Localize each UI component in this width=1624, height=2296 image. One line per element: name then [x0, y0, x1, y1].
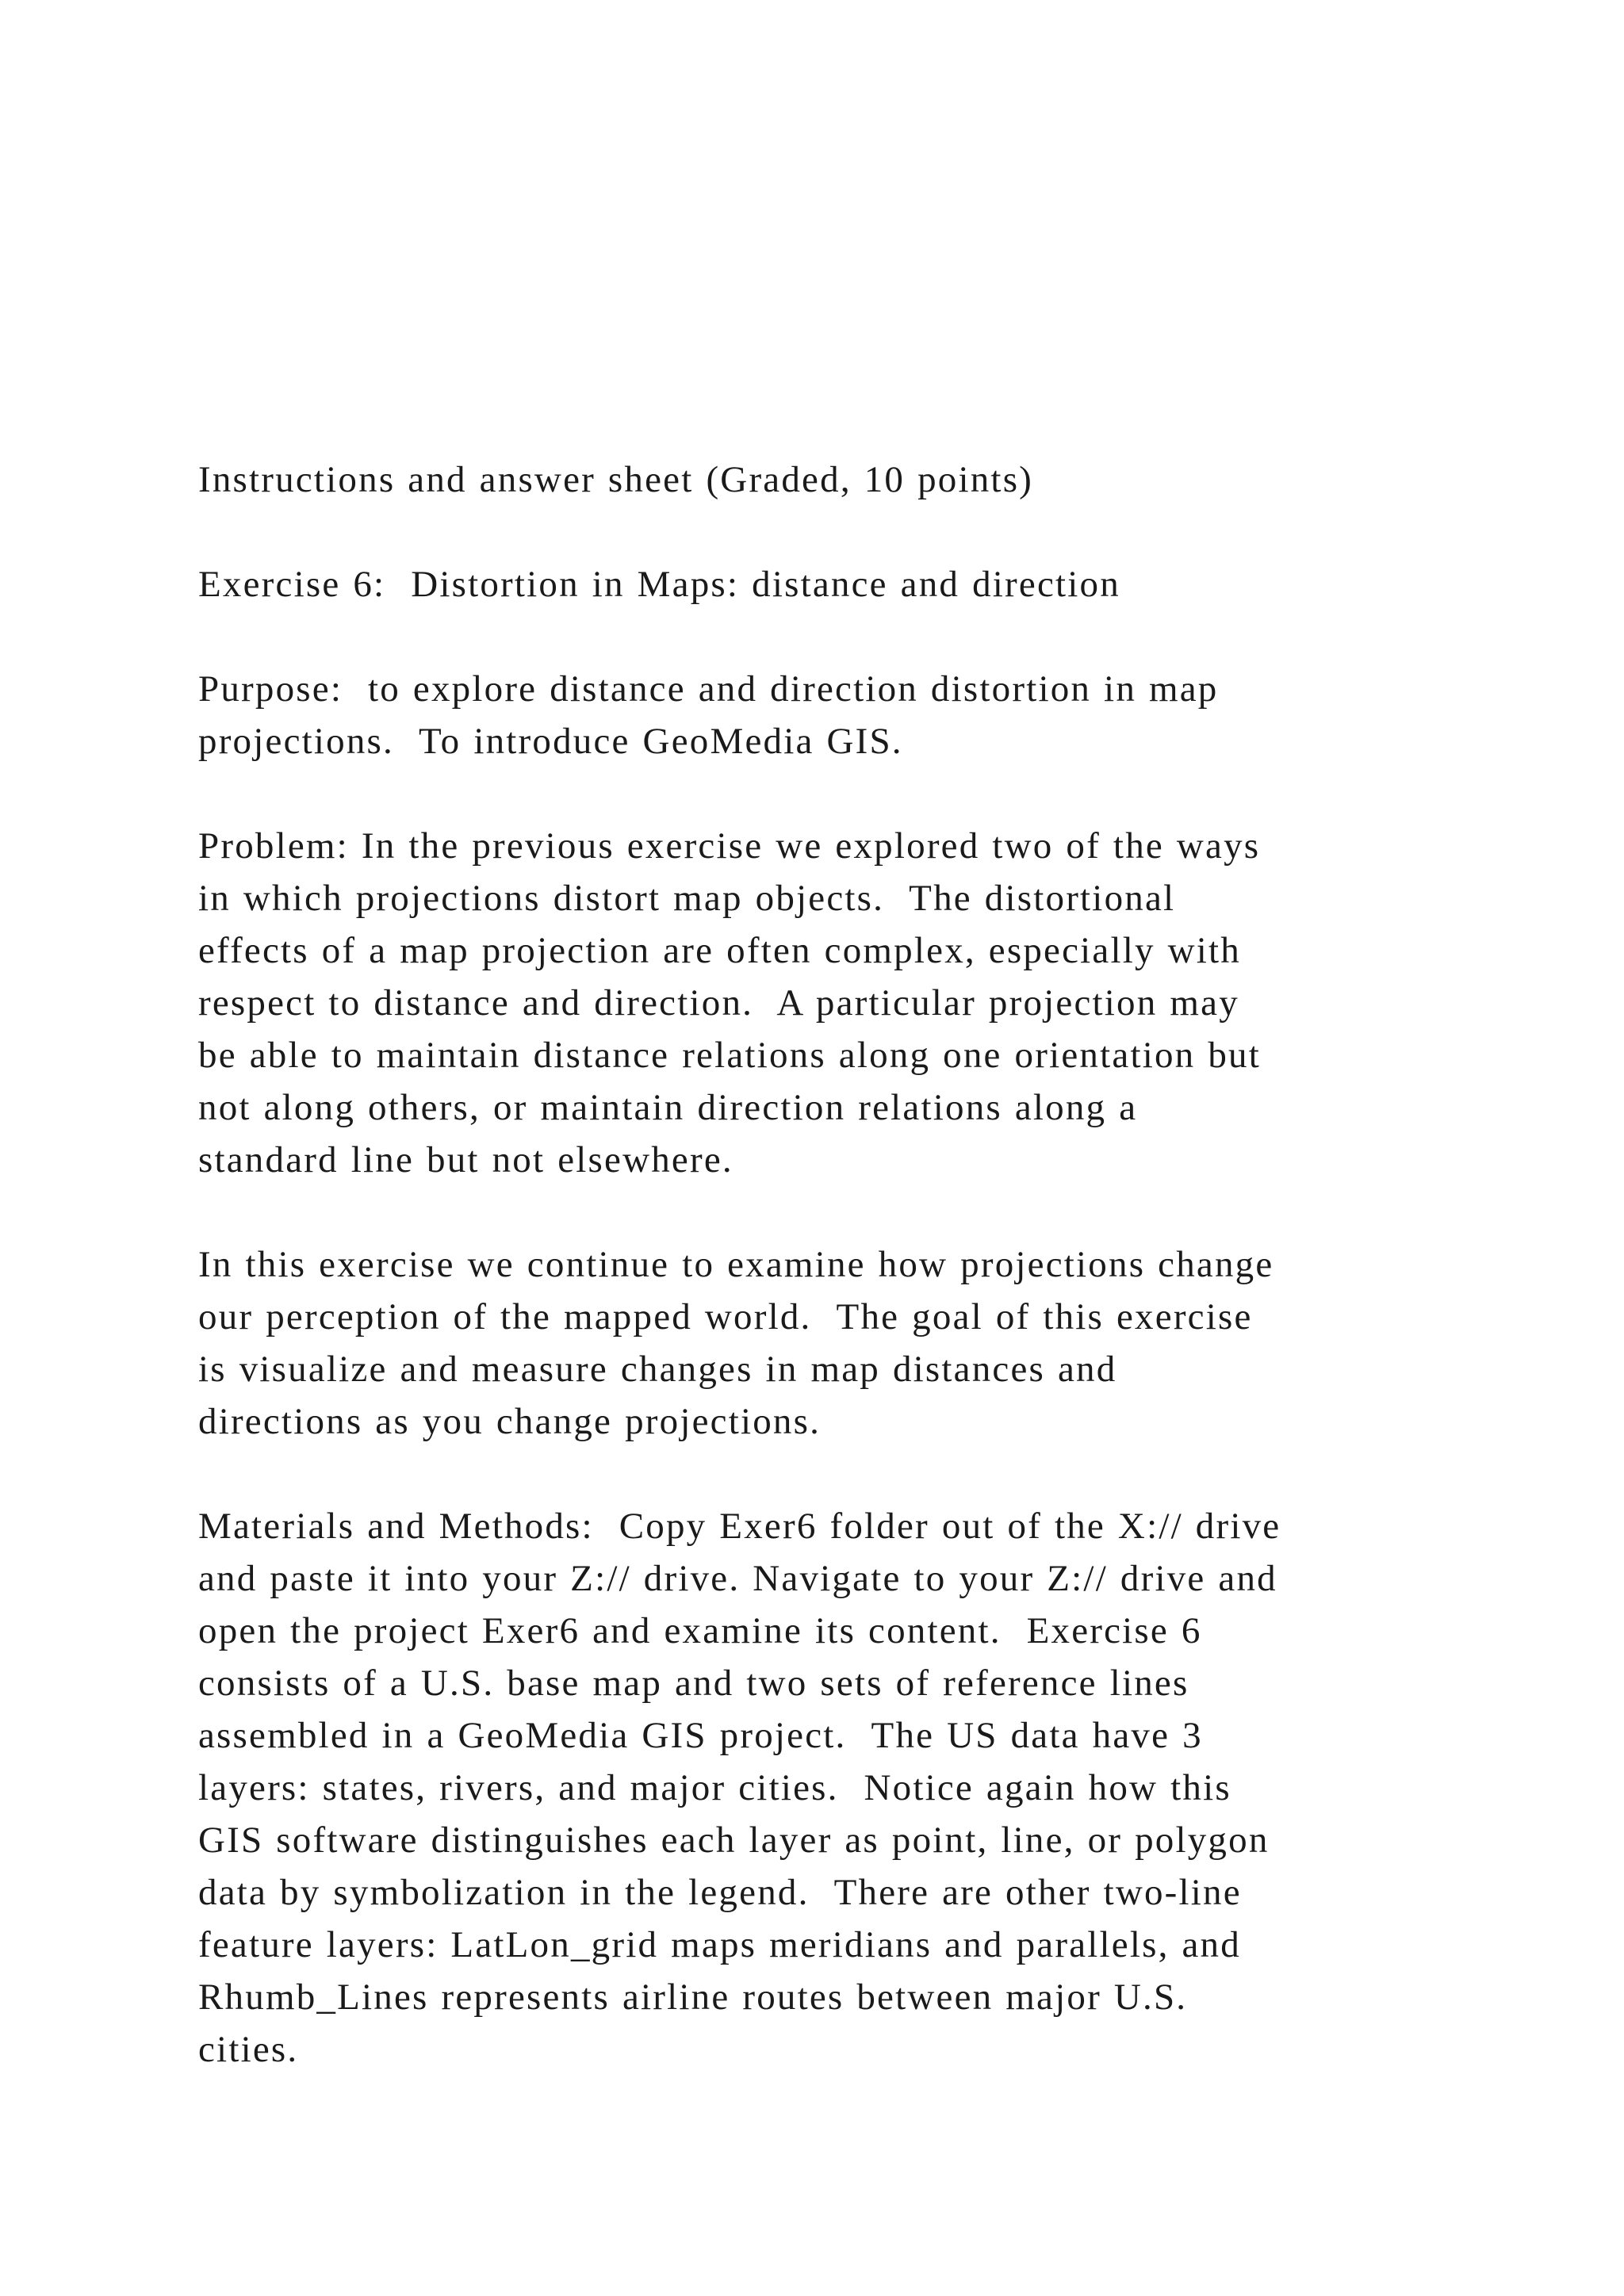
problem-paragraph: Problem: In the previous exercise we explored two of the ways in which projections distort map objects. The distortional effects of a map projection are often complex, especially with respect to distance and direction. A particular projection may be able to maintain distance relations along one orientation but not along others, or maintain direction relations along a standard line but not elsewhere.: [198, 825, 1261, 1181]
purpose-paragraph: Purpose: to explore distance and direction distortion in map projections. To introduce GeoMedia GIS.: [198, 668, 1219, 762]
goal-paragraph: In this exercise we continue to examine how projections change our perception of the mapped world. The goal of this exercise is visualize and measure changes in map distances and directions as you change projections.: [198, 1244, 1274, 1442]
document-page: [198, 453, 1451, 2128]
heading: Instructions and answer sheet (Graded, 10 points): [198, 459, 1034, 500]
exercise-title: Exercise 6: Distortion in Maps: distance and direction: [198, 564, 1120, 605]
materials-paragraph: Materials and Methods: Copy Exer6 folder out of the X:// drive and paste it into your Z:// drive. Navigate to your Z:// drive and open the project Exer6 and examine its content. Exercise 6 consists of a U.S. base map and two sets of reference lines assembled in a GeoMedia GIS project. The US data have 3 layers: states, rivers, and major cities. Notice again how this GIS software distinguishes each layer as point, line, or polygon data by symbolization in the legend. There are other two-line feature layers: LatLon_grid maps meridians and parallels, and Rhumb_Lines represents airline routes between major U.S. cities.: [198, 1506, 1281, 2070]
